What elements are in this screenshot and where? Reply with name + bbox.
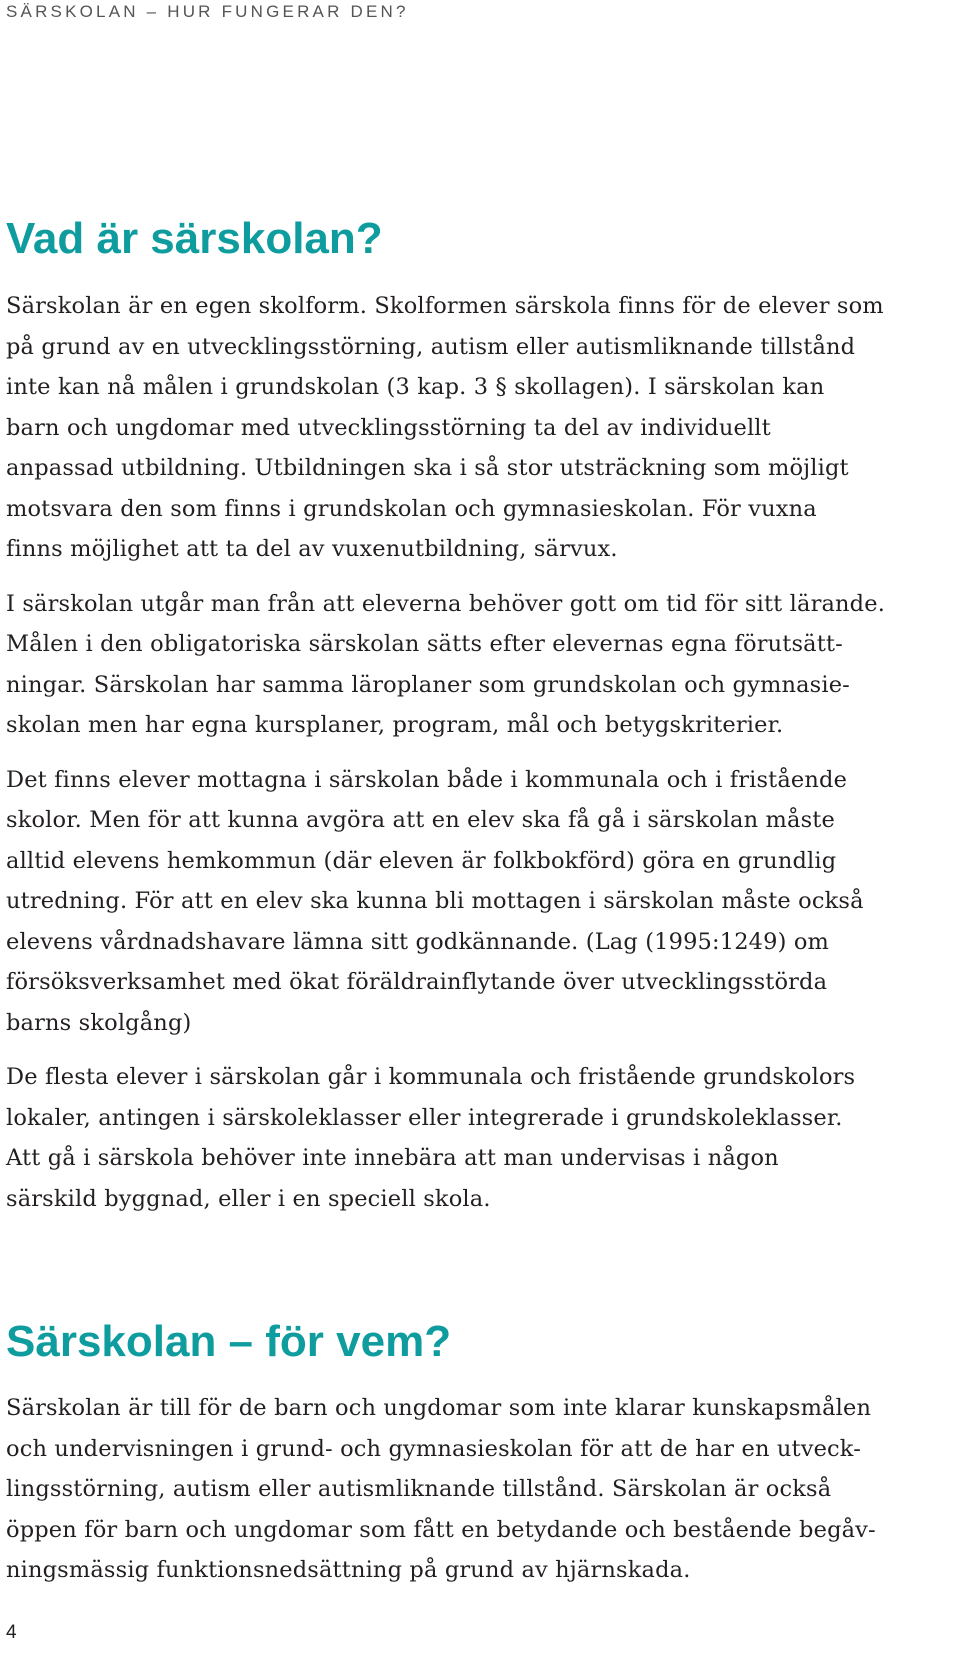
text-line: öppen för barn och ungdomar som fått en betydande och bestående begåv-	[6, 1516, 876, 1543]
text-line: anpassad utbildning. Utbildningen ska i så stor utsträckning som möjligt	[6, 455, 849, 481]
text-line: motsvara den som finns i grundskolan och gymnasieskolan. För vuxna	[6, 495, 817, 522]
text-line: och undervisningen i grund- och gymnasieskolan för att de har en utveck-	[6, 1435, 861, 1462]
text-line: ningsmässig funktionsnedsättning på grund av hjärnskada.	[6, 1557, 691, 1583]
text-line: inte kan nå målen i grundskolan (3 kap. 3 § skollagen). I särskolan kan	[6, 374, 825, 400]
text-line: särskild byggnad, eller i en speciell skola.	[6, 1185, 491, 1212]
text-line: barns skolgång)	[6, 1009, 192, 1036]
paragraph	[6, 584, 944, 746]
text-line: Särskolan är en egen skolform. Skolformen särskola finns för de elever som	[6, 293, 884, 319]
text-line: på grund av en utvecklingsstörning, autism eller autismliknande tillstånd	[6, 333, 856, 360]
text-line: elevens vårdnadshavare lämna sitt godkännande. (Lag (1995:1249) om	[6, 928, 830, 955]
text-line: alltid elevens hemkommun (där eleven är folkbokförd) göra en grundlig	[6, 847, 837, 874]
text-line: lokaler, antingen i särskoleklasser eller integrerade i grundskoleklasser.	[6, 1104, 843, 1131]
section-heading-sarskolan-for-vem: Särskolan – för vem?	[6, 1317, 452, 1366]
text-line: lingsstörning, autism eller autismliknande tillstånd. Särskolan är också	[6, 1476, 832, 1502]
text-line: De flesta elever i särskolan går i kommunala och fristående grundskolors	[6, 1064, 856, 1090]
text-line: ningar. Särskolan har samma läroplaner som grundskolan och gymnasie-	[6, 671, 850, 698]
running-header: SÄRSKOLAN – HUR FUNGERAR DEN?	[6, 2, 409, 21]
text-line: Det finns elever mottagna i särskolan både i kommunala och i fristående	[6, 766, 848, 793]
text-line: skolan men har egna kursplaner, program, mål och betygskriterier.	[6, 712, 784, 738]
text-line: I särskolan utgår man från att eleverna behöver gott om tid för sitt lärande.	[6, 590, 885, 617]
paragraph	[6, 1388, 944, 1591]
text-line: barn och ungdomar med utvecklingsstörning ta del av individuellt	[6, 414, 771, 441]
text-line: Att gå i särskola behöver inte innebära att man undervisas i någon	[6, 1145, 779, 1171]
text-line: utredning. För att en elev ska kunna bli mottagen i särskolan måste också	[6, 888, 864, 914]
text-line: Särskolan är till för de barn och ungdomar som inte klarar kunskapsmålen	[6, 1395, 872, 1421]
paragraph	[6, 1057, 944, 1219]
text-line: skolor. Men för att kunna avgöra att en elev ska få gå i särskolan måste	[6, 807, 835, 833]
section-body-vad-ar-sarskolan	[6, 286, 944, 1233]
text-line: Målen i den obligatoriska särskolan sätts efter elevernas egna förutsätt-	[6, 631, 843, 657]
page-number: 4	[6, 1622, 17, 1643]
paragraph	[6, 760, 944, 1044]
text-line: finns möjlighet att ta del av vuxenutbildning, särvux.	[6, 536, 618, 562]
text-line: försöksverksamhet med ökat föräldrainflytande över utvecklingsstörda	[6, 969, 828, 995]
paragraph	[6, 286, 944, 570]
section-body-sarskolan-for-vem	[6, 1388, 944, 1605]
section-heading-vad-ar-sarskolan: Vad är särskolan?	[6, 214, 383, 263]
